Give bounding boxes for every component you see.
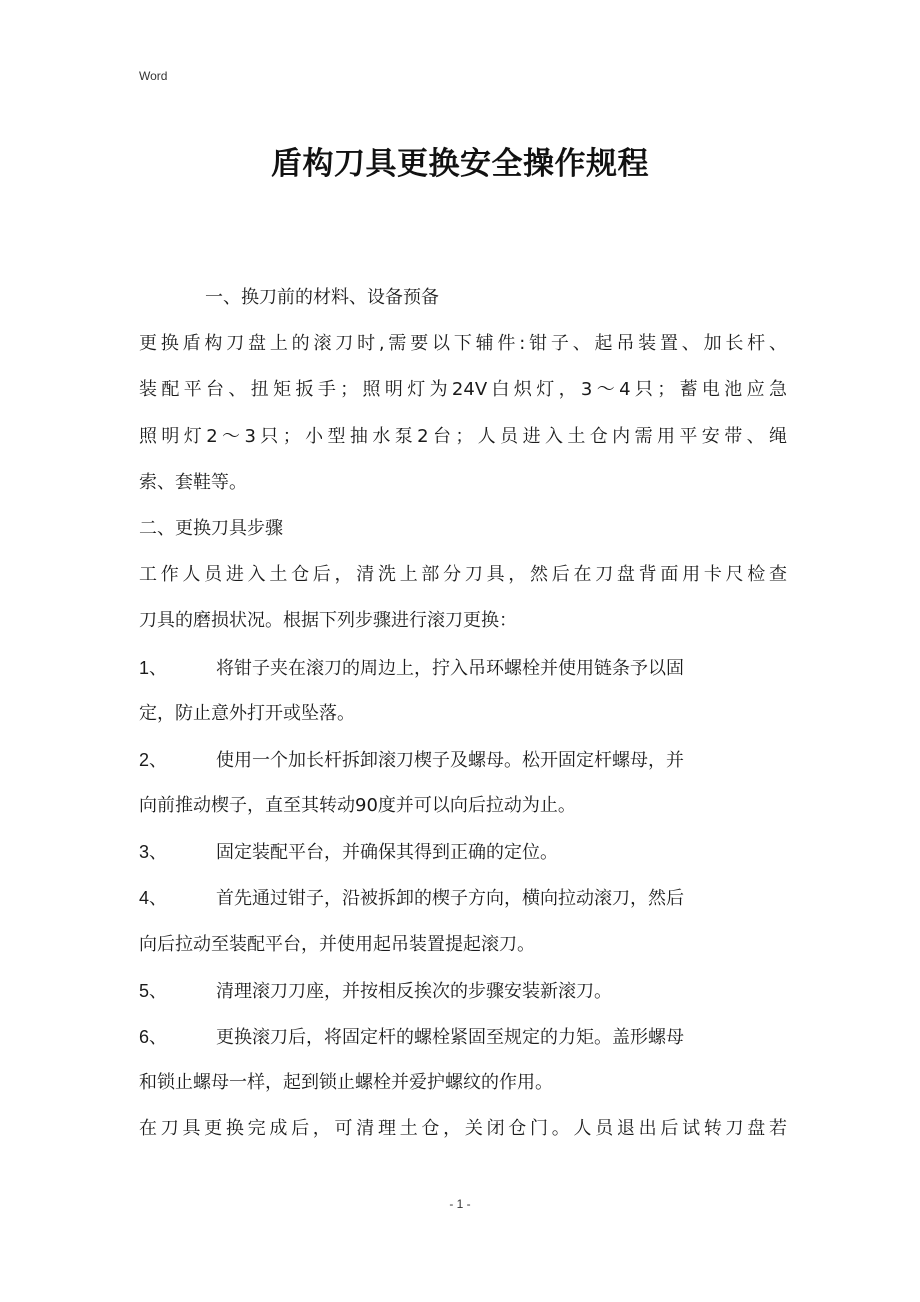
document-body (139, 275, 787, 1153)
step-number: 2、 (139, 749, 168, 770)
step-item (139, 829, 787, 875)
paragraph-line: 在刀具更换完成后，可清理土仓，关闭仓门。人员退出后试转刀盘若 (139, 1118, 787, 1140)
page-number: - 1 - (449, 1197, 471, 1211)
step-number: 3、 (139, 842, 168, 863)
step-item (139, 875, 787, 921)
paragraph-line: 工作人员进入土仓后，清洗上部分刀具，然后在刀盘背面用卡尺检查 (139, 564, 787, 586)
step-continuation: 向前推动楔子，直至其转动90度并可以向后拉动为止。 (139, 795, 576, 817)
step-number: 1、 (139, 657, 168, 678)
section-heading-materials: 一、换刀前的材料、设备预备 (205, 287, 439, 308)
step-number: 4、 (139, 888, 168, 909)
step-continuation: 和锁止螺母一样，起到锁止螺栓并爱护螺纹的作用。 (139, 1072, 553, 1094)
document-title: 盾构刀具更换安全操作规程 (271, 146, 649, 182)
step-text: 首先通过钳子，沿被拆卸的楔子方向，横向拉动滚刀，然后 (216, 888, 684, 910)
step-continuation: 定，防止意外打开或坠落。 (139, 702, 355, 724)
step-text: 将钳子夹在滚刀的周边上，拧入吊环螺栓并使用链条予以固 (216, 657, 684, 679)
paragraph-line: 更换盾构刀盘上的滚刀时,需要以下辅件:钳子、起吊装置、加长杆、 (139, 333, 787, 355)
step-text: 清理滚刀刀座，并按相反挨次的步骤安装新滚刀。 (216, 980, 612, 1002)
step-number: 6、 (139, 1027, 168, 1047)
step-item (139, 1014, 787, 1060)
paragraph-line: 索、套鞋等。 (139, 471, 247, 493)
step-item (139, 737, 787, 783)
paragraph-line: 照明灯2～3只；小型抽水泵2台；人员进入土仓内需用平安带、绳 (139, 425, 787, 447)
step-number: 5、 (139, 980, 168, 1001)
step-continuation: 向后拉动至装配平台，并使用起吊装置提起滚刀。 (139, 933, 535, 955)
section-heading-steps: 二、更换刀具步骤 (139, 517, 283, 539)
step-item (139, 645, 787, 691)
step-text: 使用一个加长杆拆卸滚刀楔子及螺母。松开固定杆螺母，并 (216, 749, 684, 771)
paragraph-line: 刀具的磨损状况。根据下列步骤进行滚刀更换： (139, 610, 517, 632)
step-text: 更换滚刀后，将固定杆的螺栓紧固至规定的力矩。盖形螺母 (216, 1027, 684, 1048)
paragraph-line: 装配平台、扭矩扳手；照明灯为24V白炽灯，3～4只；蓄电池应急 (139, 379, 787, 401)
step-item (139, 968, 787, 1014)
header-label: Word (139, 69, 168, 83)
step-text: 固定装配平台，并确保其得到正确的定位。 (216, 842, 558, 864)
